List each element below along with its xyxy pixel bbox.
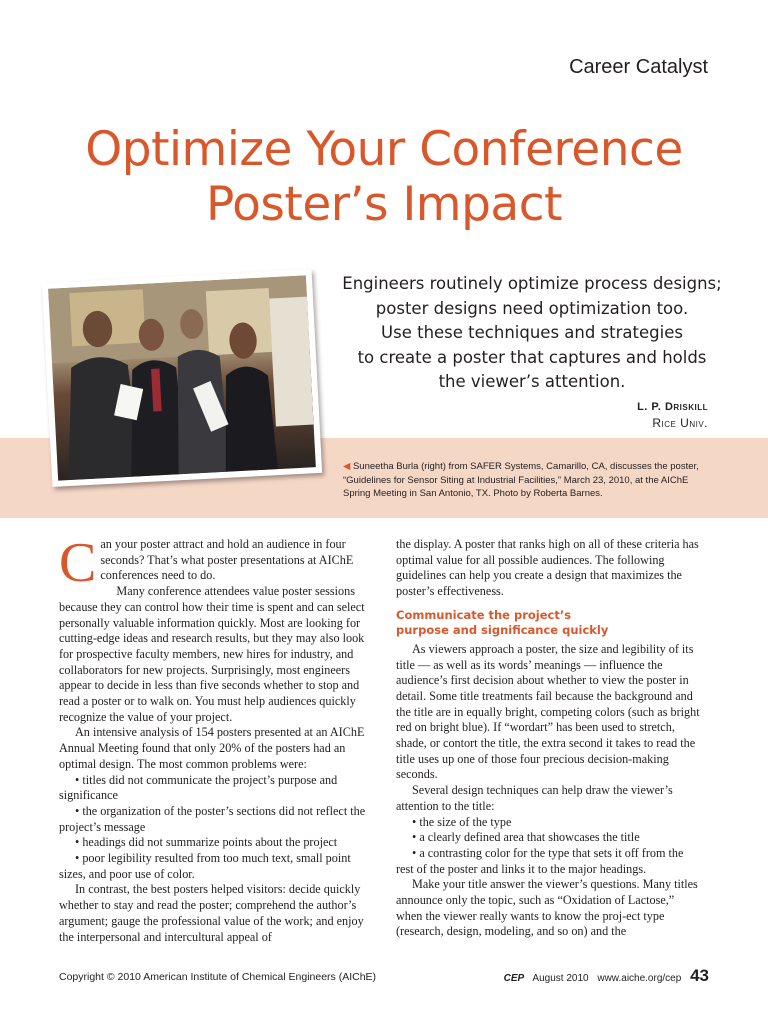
issue-date: August 2010: [532, 973, 589, 984]
body-paragraph: Make your title answer the viewer’s questions. Many titles announce only the topic, such as “Oxidation of Lactose,” when the viewer really wants to know the proj-ect type (research, design, modeling, and so on) and the: [396, 877, 698, 939]
title-line-1: Optimize Your Conference: [85, 122, 683, 177]
photo-caption: [343, 460, 713, 501]
byline: [637, 399, 708, 431]
deck-line: Use these techniques and strategies: [381, 323, 683, 342]
body-column-1: [59, 532, 371, 945]
drop-cap: C: [59, 532, 97, 594]
deck-line: to create a poster that captures and holds: [357, 347, 707, 367]
heading-line-2: purpose and significance quickly: [396, 622, 609, 637]
body-paragraph: In contrast, the best posters helped visitors: decide quickly whether to stay and read the poster; comprehend the author’s argument; gauge the professional value of the work; and enjoy the interpersonal and intercultural appeal of: [59, 882, 364, 944]
body-paragraph: An intensive analysis of 154 posters presented at an AIChE Annual Meeting found that only 20% of the posters had an optimal design. The most common problems were:: [59, 725, 365, 771]
body-paragraph: Many conference attendees value poster sessions because they can control how their time is spent and can select personally valuable information quickly. Most are looking for cutting-edge ideas and research results, but they may also look for prospective faculty members, new hires for industry, and collaborators for new projects. Surprisingly, most engineers appear to decide in less than five seconds whether to stop and read a poster or to walk on. You must help audiences quickly recognize the value of your project.: [59, 584, 365, 724]
page-footer: [504, 966, 709, 986]
list-item: • poor legibility resulted from too much text, small point sizes, and poor use of color.: [59, 851, 351, 881]
heading-line-1: Communicate the project’s: [396, 607, 572, 622]
body-column-2: [396, 537, 700, 940]
article-title: [0, 122, 768, 232]
body-paragraph: the display. A poster that ranks high on all of these criteria has optimal value for all possible audiences. The following guidelines can help you create a design that maximizes the poster’s effectiveness.: [396, 537, 699, 599]
author-name: L. P. Driskill: [637, 401, 708, 413]
magazine-name: CEP: [503, 973, 525, 984]
title-line-2: Poster’s Impact: [206, 177, 562, 232]
copyright-notice: Copyright © 2010 American Institute of Chemical Engineers (AIChE): [59, 971, 377, 983]
list-item: • a contrasting color for the type that sets it off from the rest of the poster and links it to the major headings.: [396, 845, 684, 876]
deck-line: the viewer’s attention.: [438, 372, 626, 391]
body-paragraph: As viewers approach a poster, the size and legibility of its title — as well as its words’ meanings — influence the audience’s first decision about whether to view the poster in detail. Some title treatments fail because the background and the title are in equally bright, competing colors (such as bright red on bright blue). If “wordart” has been used to stretch, shade, or contort the title, the extra second it takes to read the title uses up one of those four precious decision-making seconds.: [396, 641, 700, 782]
list-item: • titles did not communicate the project’s purpose and significance: [59, 772, 338, 803]
magazine-url: www.aiche.org/cep: [597, 973, 682, 984]
body-paragraph: [59, 532, 371, 594]
list-item: • headings did not summarize points about the project: [75, 835, 338, 850]
photo-image: [48, 275, 316, 480]
section-label: Career Catalyst: [569, 56, 708, 78]
list-item: • the size of the type: [412, 814, 512, 829]
body-paragraph: Several design techniques can help draw the viewer’s attention to the title:: [396, 783, 673, 813]
page-number: 43: [690, 966, 709, 985]
author-affiliation: Rice Univ.: [652, 416, 708, 430]
photo-illustration: [48, 275, 316, 480]
article-deck: [322, 272, 742, 395]
caption-text: Suneetha Burla (right) from SAFER Systems, Camarillo, CA, discusses the poster, “Guidelines for Sensor Siting at Industrial Facilities,” March 23, 2010, at the AIChE Spring Meeting in San Antonio, TX. Photo by Roberta Barnes.: [343, 461, 699, 499]
paragraph-text: an your poster attract and hold an audience in four seconds? That’s what poster presentations at AIChE conferences need to do.: [100, 537, 354, 583]
deck-line: Engineers routinely optimize process designs;: [342, 274, 722, 293]
list-item: • a clearly defined area that showcases the title: [412, 830, 640, 845]
section-heading: [396, 608, 700, 638]
deck-line: poster designs need optimization too.: [375, 298, 689, 318]
caption-arrow-icon: ◀: [343, 461, 351, 472]
article-photo: [42, 269, 322, 487]
list-item: • the organization of the poster’s sections did not reflect the project’s message: [59, 803, 366, 834]
